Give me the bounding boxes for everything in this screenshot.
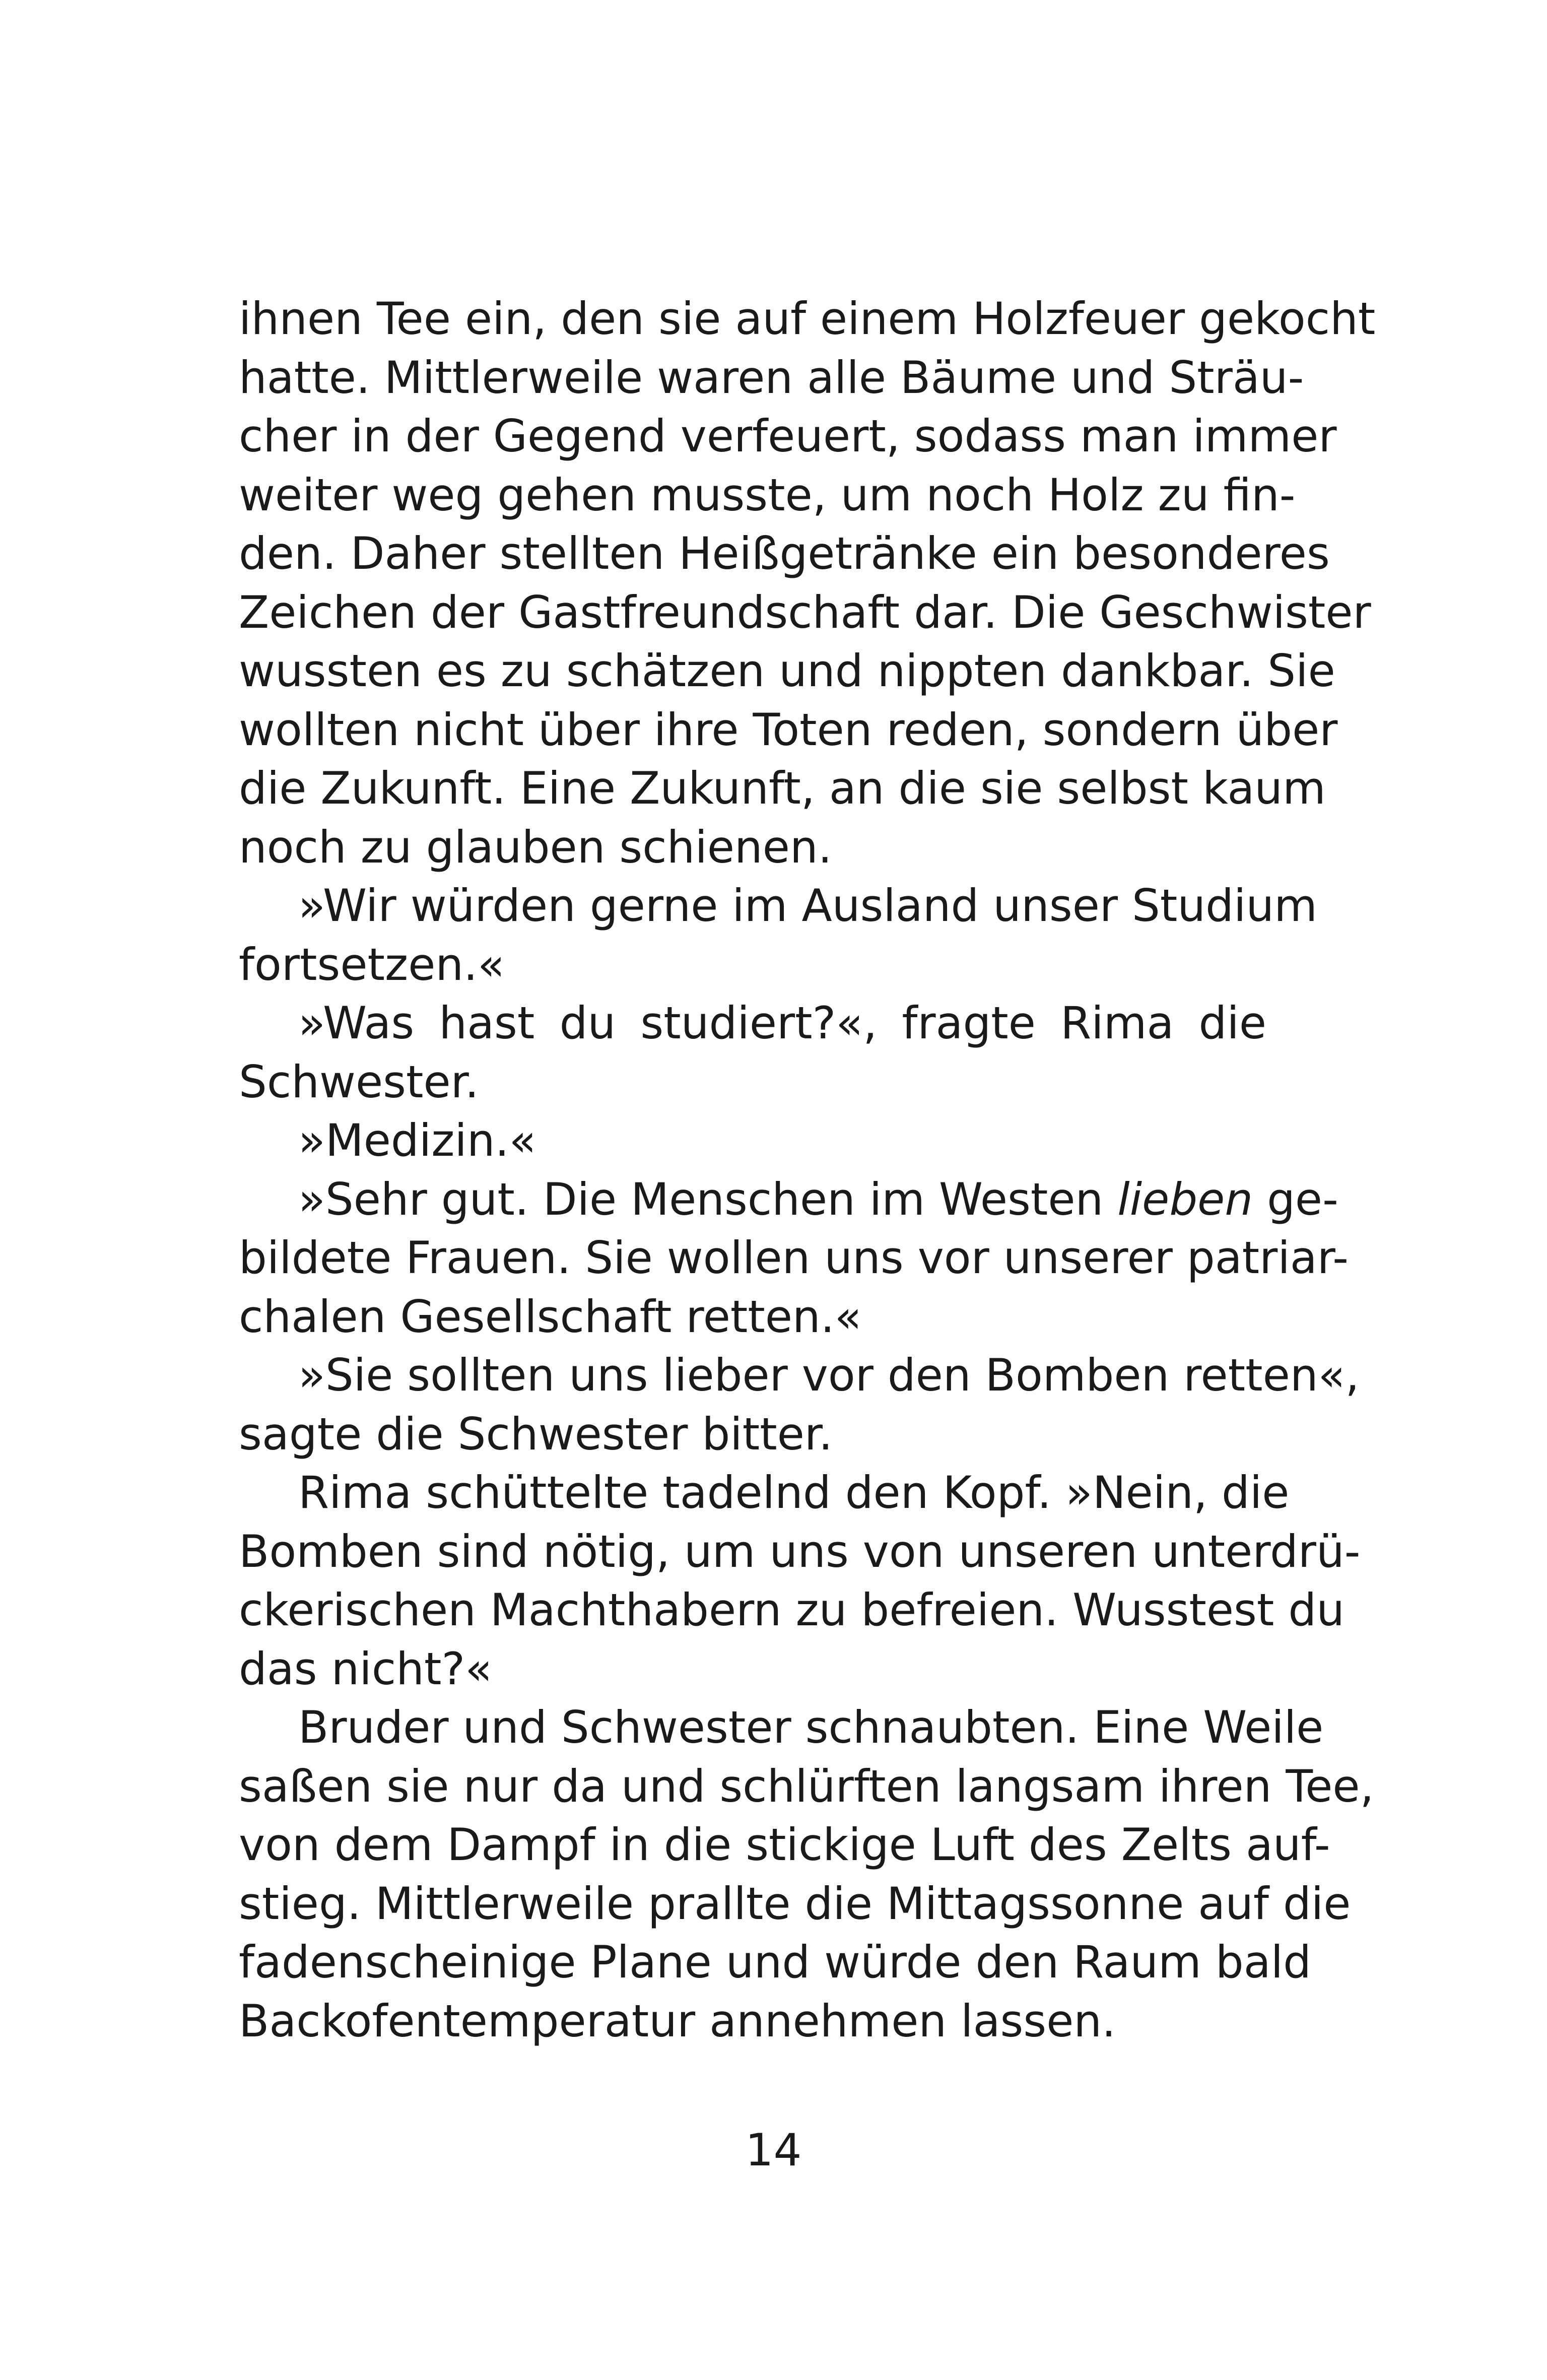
text-line: hatte. Mittlerweile waren alle Bäume und Sträu- [239, 351, 1304, 404]
text-line-with-emphasis [239, 1170, 1338, 1229]
text-line: Backofentemperatur annehmen lassen. [239, 1995, 1116, 2047]
text-line: Bomben sind nötig, um uns von unseren unterdrü- [239, 1525, 1361, 1577]
emphasis-text: lieben [1117, 1173, 1253, 1225]
text-line: noch zu glauben schienen. [239, 821, 832, 873]
text-line: von dem Dampf in die stickige Luft des Zelts auf- [239, 1819, 1330, 1871]
page-number: 14 [745, 2124, 802, 2176]
text-line: saßen sie nur da und schlürften langsam ihren Tee, [239, 1760, 1374, 1812]
text-line: »Medizin.« [298, 1114, 536, 1166]
text-line: »Sie sollten uns lieber vor den Bomben retten«, [298, 1349, 1360, 1401]
text-line: die Zukunft. Eine Zukunft, an die sie selbst kaum [239, 762, 1326, 814]
text-line: »Was hast du studiert?«, fragte Rima die [298, 997, 1266, 1049]
text-line: Rima schüttelte tadelnd den Kopf. »Nein, die [298, 1467, 1290, 1518]
text-line: cher in der Gegend verfeuert, sodass man immer [239, 410, 1337, 462]
text-line: ckerischen Machthabern zu befreien. Wusstest du [239, 1584, 1345, 1636]
text-segment: »Sehr gut. Die Menschen im Westen [298, 1173, 1118, 1225]
text-line: wussten es zu schätzen und nippten dankbar. Sie [239, 645, 1335, 697]
text-line: chalen Gesellschaft retten.« [239, 1290, 862, 1343]
text-line: Zeichen der Gastfreundschaft dar. Die Geschwister [239, 586, 1371, 638]
text-line: stieg. Mittlerweile prallte die Mittagssonne auf die [239, 1877, 1351, 1930]
text-line: Bruder und Schwester schnaubten. Eine Weile [298, 1701, 1324, 1753]
text-line: ihnen Tee ein, den sie auf einem Holzfeuer gekocht [239, 293, 1376, 345]
text-line: »Wir würden gerne im Ausland unser Studium [298, 880, 1317, 932]
text-segment: ge- [1253, 1173, 1338, 1225]
text-line: fadenscheinige Plane und würde den Raum bald [239, 1936, 1311, 1988]
text-line: fortsetzen.« [239, 938, 505, 990]
text-line: Schwester. [239, 1055, 479, 1108]
text-line: wollten nicht über ihre Toten reden, sondern über [239, 703, 1338, 756]
text-line: sagte die Schwester bitter. [239, 1408, 833, 1460]
text-line: den. Daher stellten Heißgetränke ein besonderes [239, 527, 1330, 579]
text-line: bildete Frauen. Sie wollen uns vor unserer patriar- [239, 1232, 1349, 1284]
text-line: das nicht?« [239, 1642, 493, 1695]
body-text [239, 290, 1376, 2051]
text-line: weiter weg gehen musste, um noch Holz zu fin- [239, 469, 1296, 521]
